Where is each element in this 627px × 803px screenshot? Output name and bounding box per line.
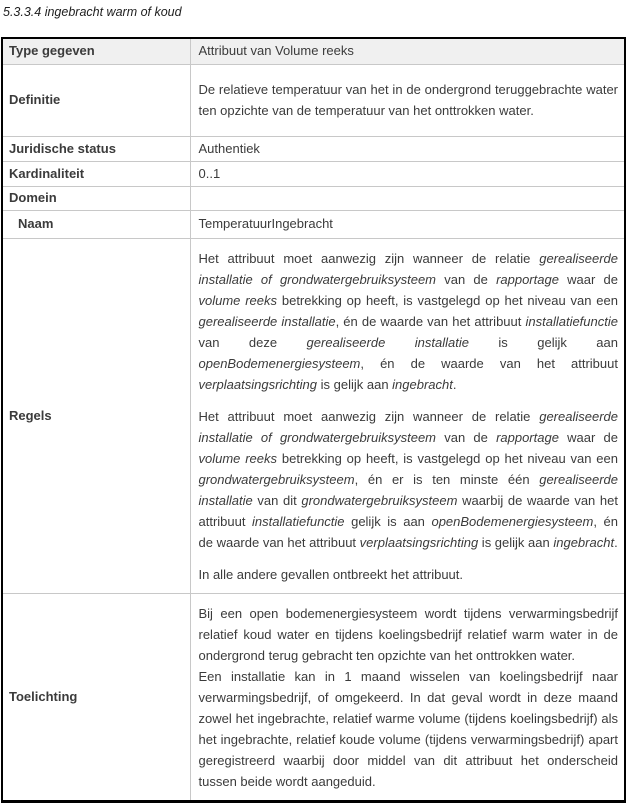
row-value-definitie: De relatieve temperatuur van het in de ondergrond teruggebrachte water ten opzichte van de temperatuur van het onttrokken water.	[190, 64, 625, 136]
table-row-toelichting	[2, 593, 625, 801]
row-label-domein: Domein	[2, 186, 190, 210]
table-row-type-gegeven	[2, 38, 625, 64]
row-label-regels: Regels	[2, 238, 190, 593]
attribute-definition-table	[1, 37, 626, 803]
row-label-juridische-status: Juridische status	[2, 136, 190, 161]
row-value-toelichting: Bij een open bodemenergiesysteem wordt tijdens verwarmingsbedrijf relatief koud water en tijdens koelingsbedrijf relatief warm water in de ondergrond terug gebracht ten opzichte van het onttrokken water. Een installatie kan in 1 maand wisselen van koelingsbedrijf naar verwarmingsbedrijf, of omgekeerd. In dat geval wordt in deze maand zowel het ingebrachte, relatief warme volume (tijdens koelingsbedrijf) als het ingebrachte, relatief koude volume (tijdens verwarmingsbedrijf) apart geregistreerd waarbij door middel van dit attribuut het onderscheid tussen beide wordt aangeduid.	[190, 593, 625, 801]
row-value-type-gegeven: Attribuut van Volume reeks	[190, 38, 625, 64]
document-page	[0, 5, 627, 803]
row-value-regels: Het attribuut moet aanwezig zijn wanneer de relatie gerealiseerde installatie of grondwatergebruiksysteem van de rapportage waar de volume reeks betrekking op heeft, is vastgelegd op het niveau van een gerealiseerde installatie, én de waarde van het attribuut installatiefunctie van deze gerealiseerde installatie is gelijk aan openBodemenergiesysteem, én de waarde van het attribuut verplaatsingsrichting is gelijk aan ingebracht. Het attribuut moet aanwezig zijn wanneer de relatie gerealiseerde installatie of grondwatergebruiksysteem van de rapportage waar de volume reeks betrekking op heeft, is vastgelegd op het niveau van een grondwatergebruiksysteem, én er is ten minste één gerealiseerde installatie van dit grondwatergebruiksysteem waarbij de waarde van het attribuut installatiefunctie gelijk is aan openBodemenergiesysteem, én de waarde van het attribuut verplaatsingsrichting is gelijk aan ingebracht. In alle andere gevallen ontbreekt het attribuut.	[190, 238, 625, 593]
table-row-regels	[2, 238, 625, 593]
table-row-juridische-status	[2, 136, 625, 161]
row-label-type-gegeven: Type gegeven	[2, 38, 190, 64]
row-value-juridische-status: Authentiek	[190, 136, 625, 161]
section-title: 5.3.3.4 ingebracht warm of koud	[3, 5, 182, 19]
row-value-kardinaliteit: 0..1	[190, 161, 625, 186]
table-row-definitie	[2, 64, 625, 136]
table-row-naam	[2, 210, 625, 238]
row-label-kardinaliteit: Kardinaliteit	[2, 161, 190, 186]
row-label-naam: Naam	[2, 210, 190, 238]
row-value-domein	[190, 186, 625, 210]
row-label-definitie: Definitie	[2, 64, 190, 136]
table-row-kardinaliteit	[2, 161, 625, 186]
row-label-toelichting: Toelichting	[2, 593, 190, 801]
row-value-naam: TemperatuurIngebracht	[190, 210, 625, 238]
table-row-domein	[2, 186, 625, 210]
